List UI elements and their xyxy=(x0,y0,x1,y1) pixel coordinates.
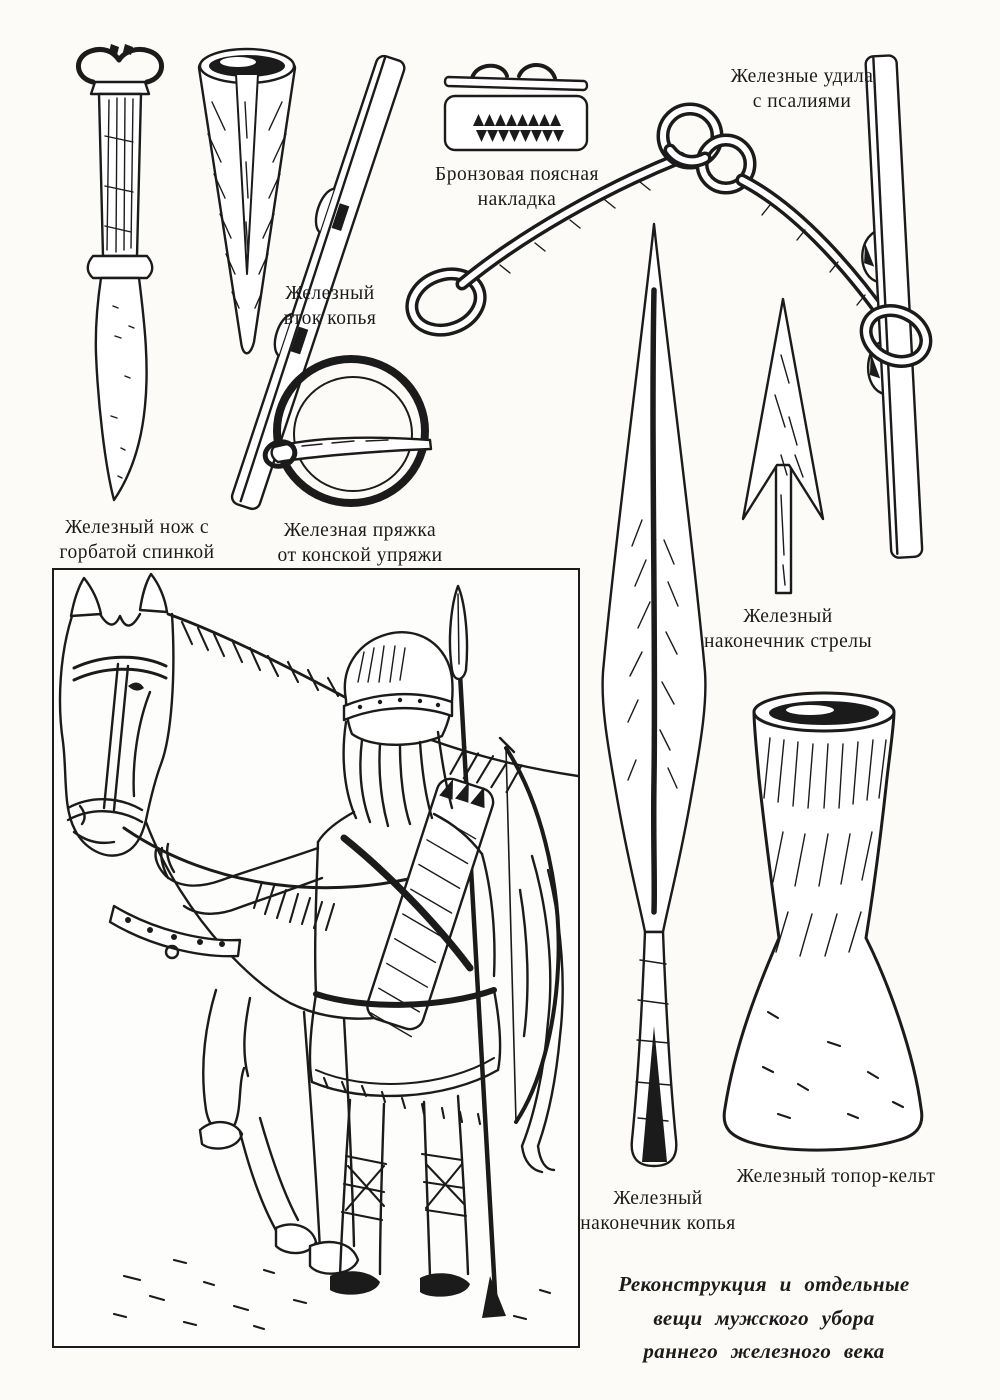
label-bridle-bit xyxy=(731,64,874,115)
buckle-drawing xyxy=(262,350,440,518)
man-right-foot xyxy=(420,1273,470,1296)
knife-guard-collar xyxy=(88,256,153,278)
label-spear-butt xyxy=(284,281,377,332)
label-belt-plaque xyxy=(435,162,599,213)
quiver xyxy=(362,743,522,1043)
celt-axe-drawing xyxy=(708,682,946,1170)
spearhead-figure xyxy=(592,220,717,1175)
caption-line: Реконструкция и отдельные xyxy=(618,1272,910,1296)
caption-line: раннего железного века xyxy=(643,1339,885,1364)
label-line: накладка xyxy=(477,189,557,211)
horse-head-outline xyxy=(60,614,173,856)
arrowhead-drawing xyxy=(737,295,829,600)
reconstruction-drawing xyxy=(54,570,578,1346)
horse-raised-foreleg xyxy=(203,990,250,1133)
arrowhead-figure xyxy=(737,295,829,600)
bow-string xyxy=(506,748,516,1122)
iron-knife-figure xyxy=(55,36,190,506)
knife-ring-pommel xyxy=(78,49,161,82)
label-line: Железный xyxy=(743,606,833,627)
label-line: Железный нож с xyxy=(64,517,210,538)
iron-knife-drawing xyxy=(55,36,190,506)
buckle-ring xyxy=(277,359,425,503)
label-line: с псалиями xyxy=(752,91,852,113)
horse-hoof-ground xyxy=(310,1242,358,1274)
spearhead-drawing xyxy=(592,220,717,1175)
label-line: Железный xyxy=(285,283,375,304)
figure-caption xyxy=(618,1268,909,1369)
horse-hoof-raised xyxy=(200,1122,242,1148)
man-left-foot xyxy=(330,1271,380,1294)
bridle-browband xyxy=(74,657,166,680)
horse-right-ear xyxy=(140,574,167,612)
label-spearhead xyxy=(580,1186,736,1237)
caption-line: вещи мужского убора xyxy=(653,1305,875,1330)
label-line: от конской упряжи xyxy=(277,545,443,567)
horse xyxy=(60,574,578,1274)
horse-far-foreleg xyxy=(304,1012,354,1250)
knife-blade xyxy=(96,278,147,500)
reconstruction-frame xyxy=(52,568,580,1348)
label-arrowhead xyxy=(704,604,872,655)
celt-axe-body xyxy=(724,697,922,1150)
horse-chest xyxy=(146,822,410,1019)
man-hair xyxy=(345,632,453,745)
horse-left-ear xyxy=(71,578,101,616)
buckle-figure xyxy=(262,350,440,518)
knife-grip xyxy=(99,94,141,256)
label-line: Железный топор-кельт xyxy=(736,1166,936,1187)
celt-axe-figure xyxy=(708,682,946,1170)
label-line: наконечник копья xyxy=(580,1213,736,1235)
label-line: Железная пряжка xyxy=(283,520,437,541)
label-celt-axe xyxy=(737,1164,936,1189)
label-line: наконечник стрелы xyxy=(703,631,873,653)
leg-wrappings xyxy=(342,1154,466,1220)
label-line: Бронзовая поясная xyxy=(435,164,599,185)
label-buckle xyxy=(277,518,442,569)
label-line: Железные удила xyxy=(730,66,874,87)
horse-eye xyxy=(128,682,144,690)
label-knife xyxy=(59,515,214,566)
label-line: горбатой спинкой xyxy=(59,542,215,564)
label-line: вток копья xyxy=(283,308,377,330)
label-line: Железный xyxy=(613,1188,703,1209)
spearhead-midrib xyxy=(653,290,654,912)
